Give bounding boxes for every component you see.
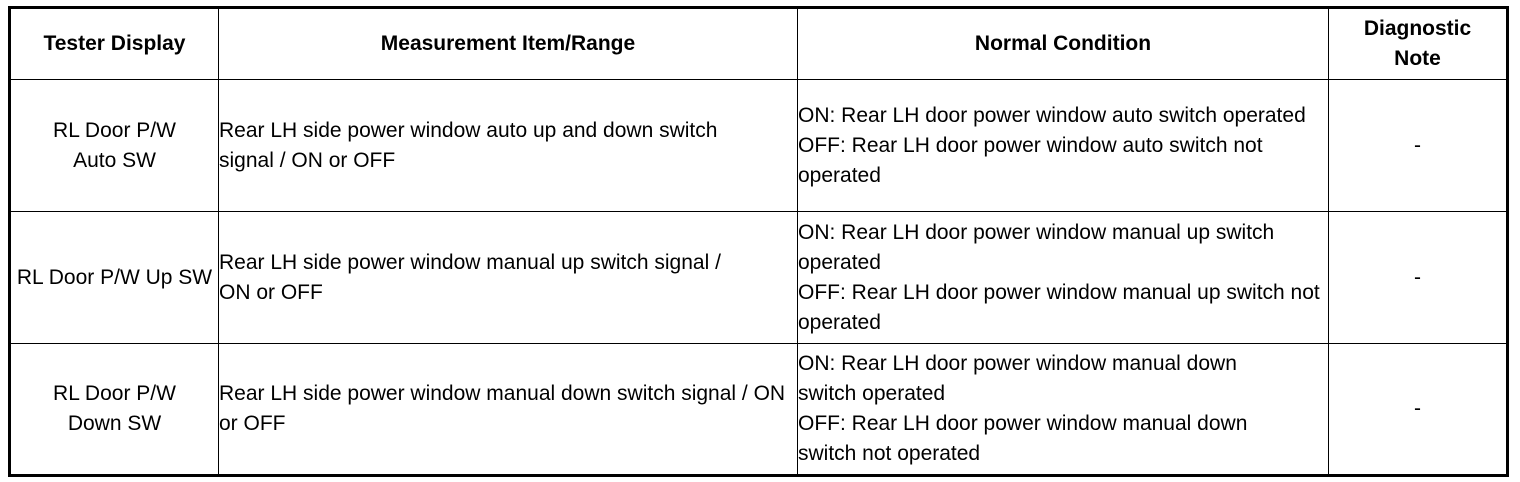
- normal-condition-cell: [798, 212, 1329, 344]
- header-diagnostic-note: Diagnostic Note: [1329, 8, 1508, 80]
- normal-on-text: ON: Rear LH door power window auto switch operated: [798, 103, 1306, 127]
- normal-off-text: OFF: Rear LH door power window auto switch not operated: [798, 133, 1263, 187]
- table-row: [10, 80, 1508, 212]
- measurement-cell: Rear LH side power window manual up switch signal / ON or OFF: [219, 212, 798, 344]
- tester-display-cell: RL Door P/W Down SW: [10, 344, 219, 476]
- header-row: [10, 8, 1508, 80]
- measurement-cell: Rear LH side power window manual down switch signal / ON or OFF: [219, 344, 798, 476]
- normal-on-text: ON: Rear LH door power window manual up switch operated: [798, 220, 1275, 274]
- header-normal-condition: Normal Condition: [798, 8, 1329, 80]
- header-tester-display: Tester Display: [10, 8, 219, 80]
- diagnostic-note-cell: -: [1329, 344, 1508, 476]
- diagnostic-note-cell: -: [1329, 80, 1508, 212]
- header-measurement: Measurement Item/Range: [219, 8, 798, 80]
- diagnostic-note-cell: -: [1329, 212, 1508, 344]
- table-row: [10, 212, 1508, 344]
- normal-on-text: ON: Rear LH door power window manual down switch operated: [798, 352, 1237, 405]
- normal-off-text: OFF: Rear LH door power window manual down switch not operated: [798, 412, 1248, 465]
- measurement-cell: Rear LH side power window auto up and down switch signal / ON or OFF: [219, 80, 798, 212]
- table-row: [10, 344, 1508, 476]
- tester-display-cell: RL Door P/W Auto SW: [10, 80, 219, 212]
- diagnostic-data-table: [8, 6, 1509, 477]
- normal-off-text: OFF: Rear LH door power window manual up switch not operated: [798, 280, 1320, 334]
- normal-condition-cell: [798, 344, 1329, 476]
- tester-display-cell: RL Door P/W Up SW: [10, 212, 219, 344]
- normal-condition-cell: [798, 80, 1329, 212]
